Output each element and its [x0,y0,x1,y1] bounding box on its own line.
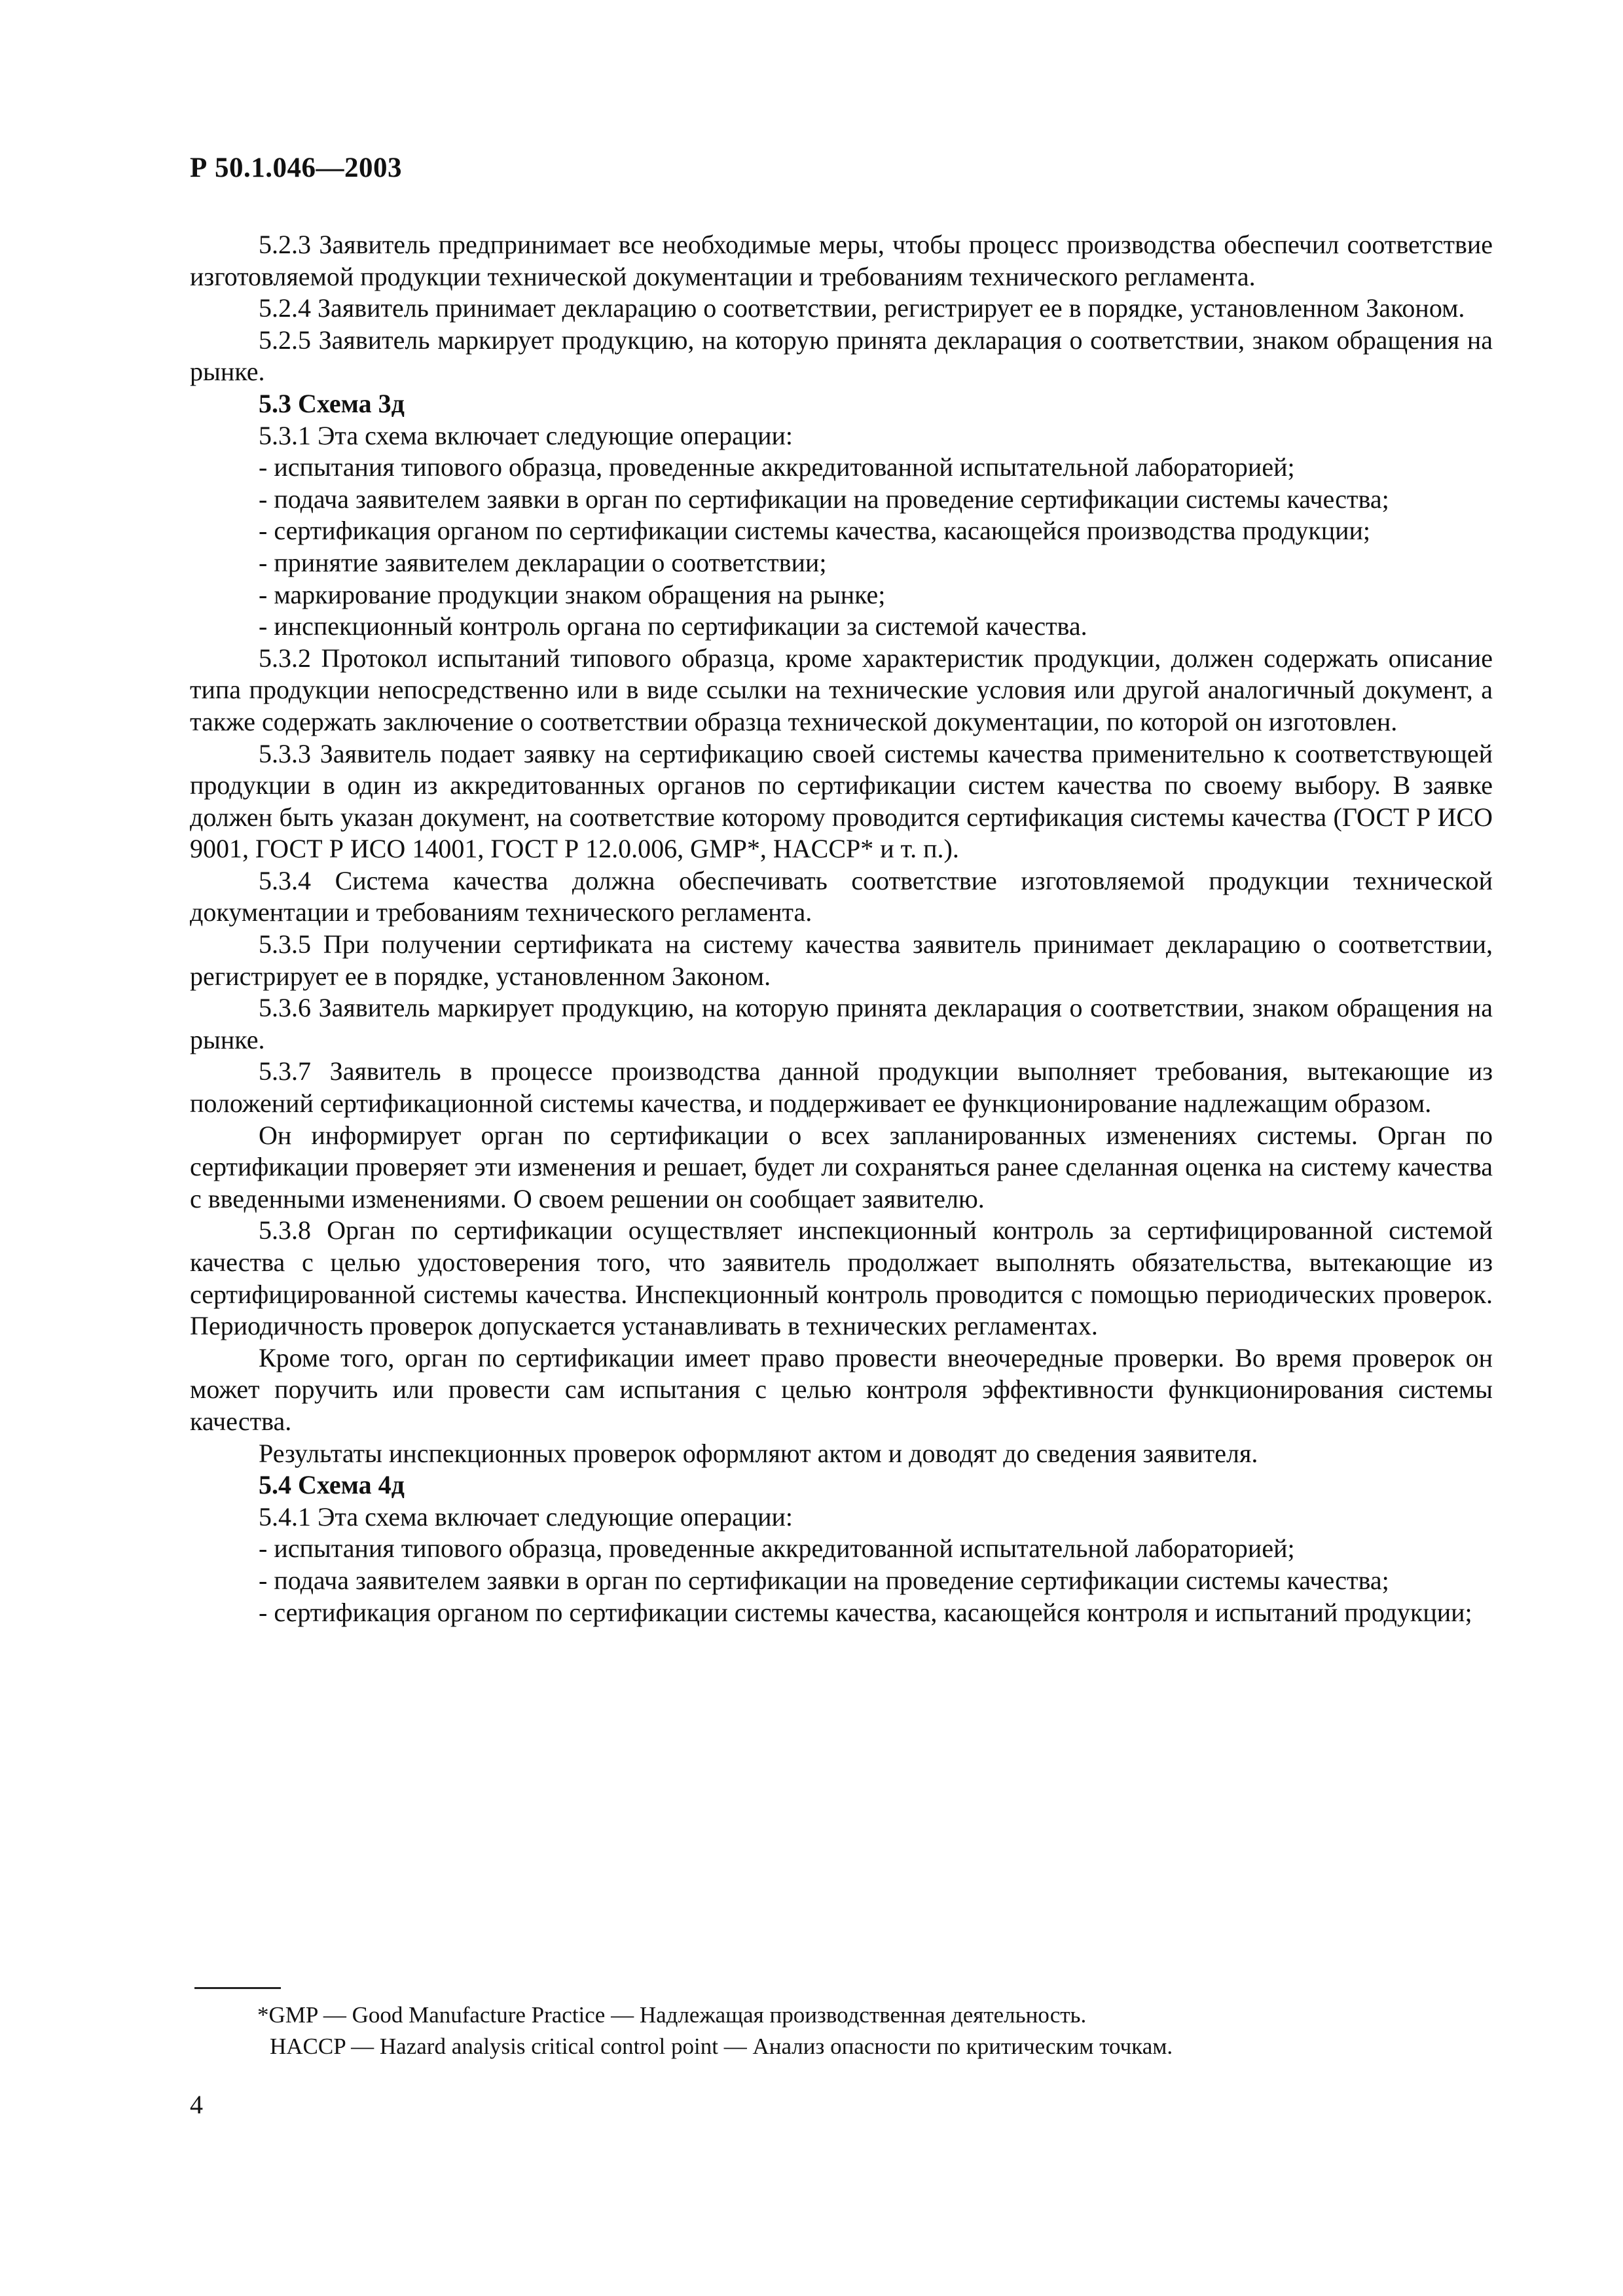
paragraph-5-3-8-continued: Кроме того, орган по сертификации имеет право провести внеочередные проверки. Во время проверок он может поручить или провести сам испытания с целью контроля эффективности функционирования системы качества. [190,1342,1493,1436]
list-item: - испытания типового образца, проведенные аккредитованной испытательной лабораторией; [259,452,1295,482]
footnote-gmp: *GMP — Good Manufacture Practice — Надлежащая производственная деятельность. [257,2002,1087,2028]
section-heading-5-3: 5.3 Схема 3д [259,388,405,418]
body-text [190,229,1493,1628]
paragraph-5-2-3: 5.2.3 Заявитель предпринимает все необходимые меры, чтобы процесс производства обеспечил соответствие изготовляемой продукции технической документации и требованиям технического регламента. [190,230,1493,291]
document-code-header: Р 50.1.046—2003 [190,152,403,183]
list-item: - инспекционный контроль органа по сертификации за системой качества. [259,611,1087,641]
paragraph-5-3-3: 5.3.3 Заявитель подает заявку на сертификацию своей системы качества применительно к соответствующей продукции в один из аккредитованных органов по сертификации систем качества по своему выбору. В заявке должен быть указан документ, на соответствие которому проводится сертификация системы качества (ГОСТ Р ИСО 9001, ГОСТ Р ИСО 14001, ГОСТ Р 12.0.006, GMP*, HACCP* и т. п.). [190,738,1493,864]
footnote-haccp: HACCP — Hazard analysis critical control point — Анализ опасности по критическим точкам. [270,2034,1173,2059]
paragraph-5-3-2: 5.3.2 Протокол испытаний типового образца, кроме характеристик продукции, должен содержать описание типа продукции непосредственно или в виде ссылки на технические условия или другой аналогичный документ, а также содержать заключение о соответствии образца технической документации, по которой он изготовлен. [190,643,1493,736]
section-heading-5-4: 5.4 Схема 4д [259,1470,405,1500]
paragraph-5-3-1: 5.3.1 Эта схема включает следующие операции: [259,420,793,450]
footnotes [190,2000,1493,2062]
paragraph-5-3-8: 5.3.8 Орган по сертификации осуществляет инспекционный контроль за сертифицированной системой качества с целью удостоверения того, что заявитель продолжает выполнять обязательства, вытекающие из сертифицированной системы качества. Инспекционный контроль проводится с помощью периодических проверок. Периодичность проверок допускается устанавливать в технических регламентах. [190,1215,1493,1341]
paragraph-5-4-1: 5.4.1 Эта схема включает следующие операции: [259,1501,793,1532]
paragraph-5-3-7: 5.3.7 Заявитель в процессе производства данной продукции выполняет требования, вытекающие из положений сертификационной системы качества, и поддерживает ее функционирование надлежащим образом. [190,1056,1493,1119]
paragraph-5-3-7-continued: Он информирует орган по сертификации о всех запланированных изменениях системы. Орган по сертификации проверяет эти изменения и решает, будет ли сохраняться ранее сделанная оценка на систему качества с введенными изменениями. О своем решении он сообщает заявителю. [190,1120,1493,1213]
list-item: - сертификация органом по сертификации системы качества, касающейся производства продукции; [259,516,1371,546]
list-item: - сертификация органом по сертификации системы качества, касающейся контроля и испытаний продукции; [259,1597,1472,1627]
page-number: 4 [190,2090,203,2119]
list-item: - маркирование продукции знаком обращения на рынке; [259,579,886,609]
list-item: - принятие заявителем декларации о соответствии; [259,547,827,577]
list-item: - испытания типового образца, проведенные аккредитованной испытательной лабораторией; [259,1534,1295,1564]
paragraph-5-2-4: 5.2.4 Заявитель принимает декларацию о соответствии, регистрирует ее в порядке, установленном Законом. [259,293,1465,323]
paragraph-5-3-6: 5.3.6 Заявитель маркирует продукцию, на которую принята декларация о соответствии, знаком обращения на рынке. [190,993,1493,1054]
footnote-divider [194,1987,281,1989]
paragraph-5-3-4: 5.3.4 Система качества должна обеспечивать соответствие изготовляемой продукции технической документации и требованиям технического регламента. [190,865,1493,927]
paragraph-5-3-5: 5.3.5 При получении сертификата на систему качества заявитель принимает декларацию о соответствии, регистрирует ее в порядке, установленном Законом. [190,929,1493,991]
paragraph-5-2-5: 5.2.5 Заявитель маркирует продукцию, на которую принята декларация о соответствии, знаком обращения на рынке. [190,325,1493,387]
list-item: - подача заявителем заявки в орган по сертификации на проведение сертификации системы качества; [259,484,1389,514]
list-item: - подача заявителем заявки в орган по сертификации на проведение сертификации системы качества; [259,1565,1389,1595]
paragraph-5-3-8-results: Результаты инспекционных проверок оформляют актом и доводят до сведения заявителя. [259,1438,1258,1468]
